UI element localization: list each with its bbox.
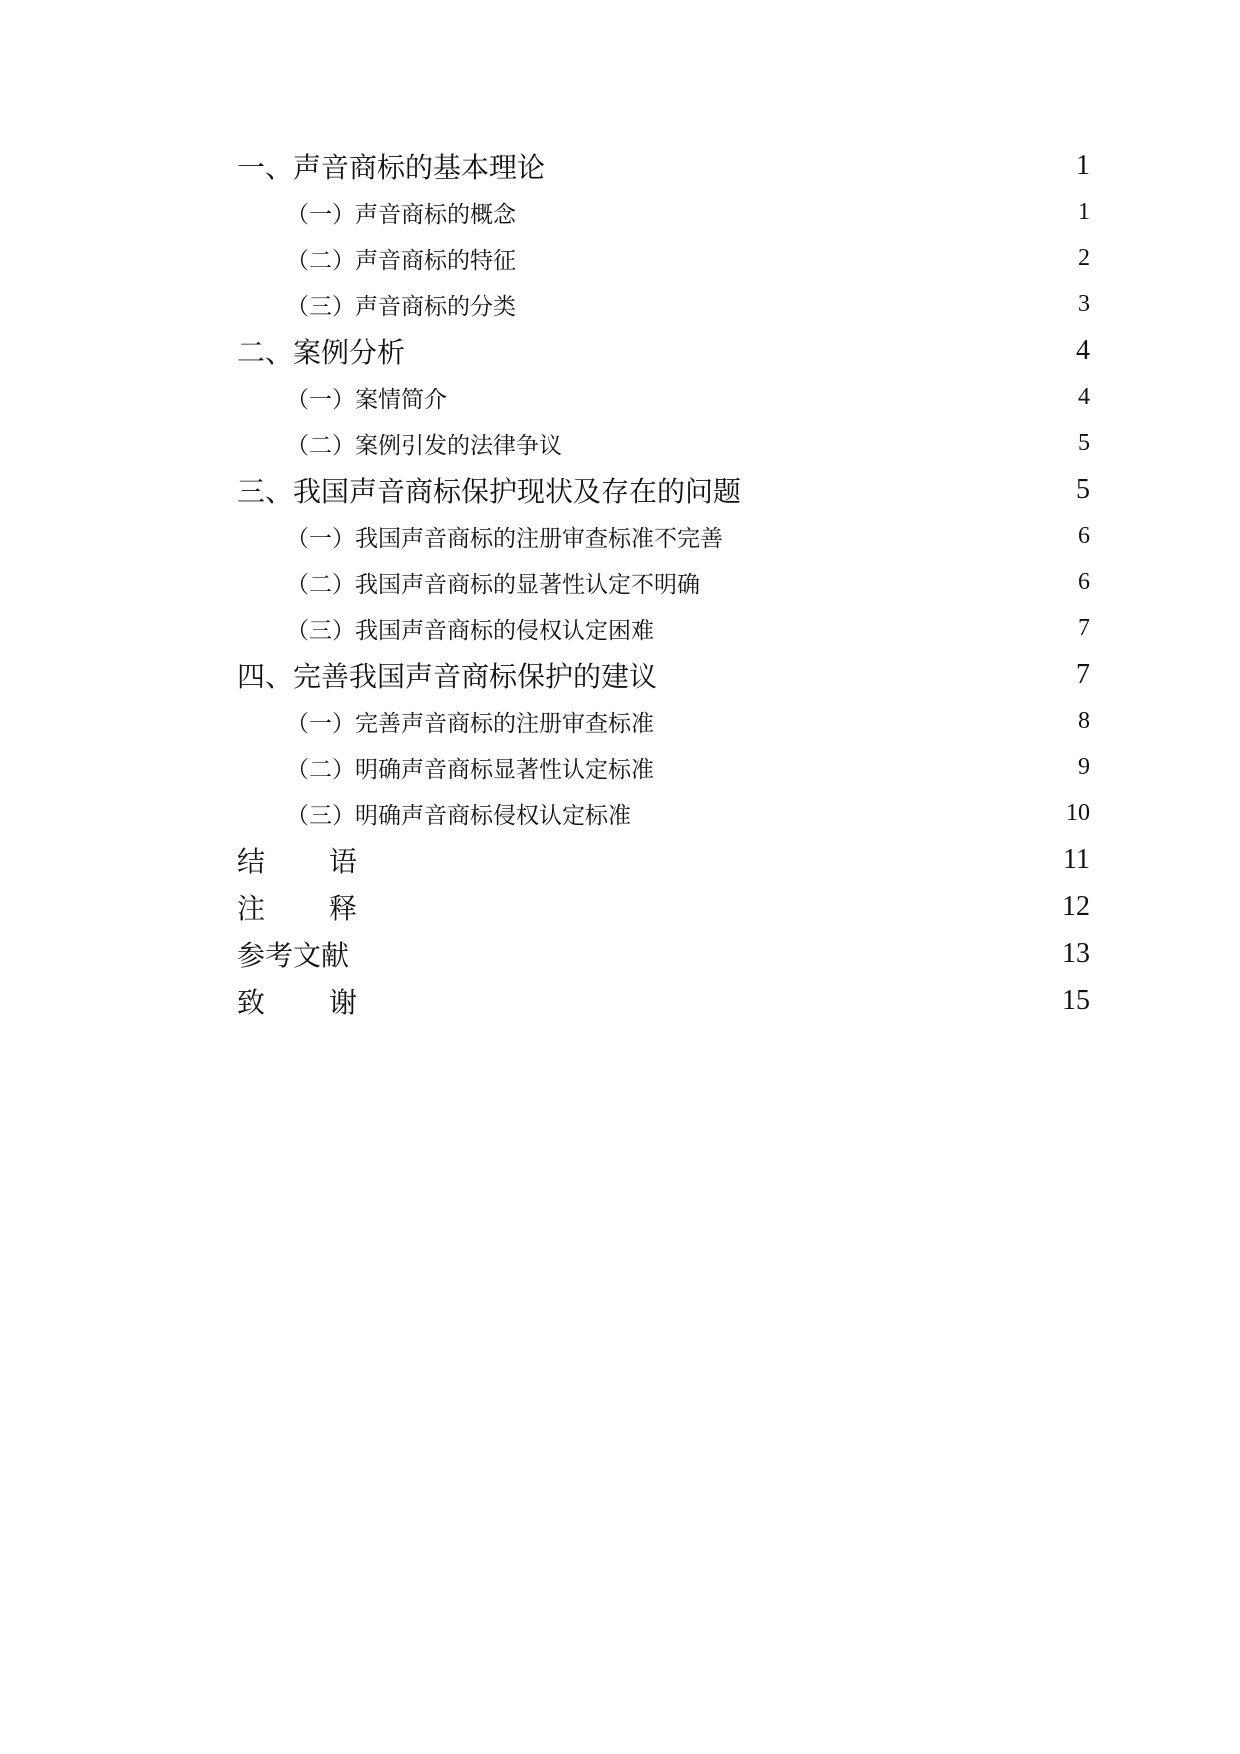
toc-entry-section[interactable] [237, 281, 1090, 327]
toc-entry-page: 10 [1066, 799, 1090, 826]
toc-entry-title: （三）明确声音商标侵权认定标准 [286, 802, 631, 829]
toc-entry-section[interactable] [237, 605, 1090, 651]
toc-entry-page: 15 [1062, 984, 1090, 1016]
toc-entry-chapter-3[interactable] [237, 466, 1090, 513]
toc-entry-section[interactable] [237, 790, 1090, 836]
toc-title-char: 注 [237, 891, 266, 925]
toc-entry-title: （二）案例引发的法律争议 [286, 432, 562, 459]
toc-entry-section[interactable] [237, 420, 1090, 466]
toc-entry-section[interactable] [237, 513, 1090, 559]
toc-entry-page: 7 [1078, 614, 1090, 641]
toc-entry-title: （三）声音商标的分类 [286, 293, 516, 320]
toc-entry-title: （二）我国声音商标的显著性认定不明确 [286, 571, 700, 598]
toc-title-char: 谢 [328, 985, 357, 1019]
toc-entry-page: 1 [1076, 149, 1090, 181]
table-of-contents [237, 142, 1090, 1024]
toc-title-char: 释 [328, 891, 357, 925]
toc-entry-acknowledgements[interactable] [237, 977, 1090, 1024]
toc-entry-section[interactable] [237, 744, 1090, 790]
toc-entry-references[interactable] [237, 930, 1090, 977]
toc-entry-title [237, 887, 357, 927]
toc-entry-title: 一、声音商标的基本理论 [237, 150, 546, 184]
toc-entry-title: 四、完善我国声音商标保护的建议 [237, 659, 658, 693]
toc-entry-title: （一）我国声音商标的注册审查标准不完善 [286, 525, 723, 552]
toc-entry-section[interactable] [237, 374, 1090, 420]
toc-entry-page: 12 [1062, 890, 1090, 922]
toc-title-char: 结 [237, 844, 266, 878]
toc-entry-title: 参考文献 [237, 938, 350, 972]
toc-entry-title: 二、案例分析 [237, 335, 406, 369]
toc-entry-page: 4 [1076, 334, 1090, 366]
toc-entry-page: 2 [1078, 244, 1090, 271]
toc-entry-section[interactable] [237, 235, 1090, 281]
toc-entry-page: 6 [1078, 522, 1090, 549]
toc-entry-page: 1 [1078, 198, 1090, 225]
toc-entry-page: 13 [1062, 937, 1090, 969]
toc-entry-page: 4 [1078, 383, 1090, 410]
toc-title-char: 致 [237, 985, 266, 1019]
toc-entry-chapter-4[interactable] [237, 651, 1090, 698]
toc-entry-page: 3 [1078, 290, 1090, 317]
toc-entry-title [237, 840, 357, 880]
toc-entry-title: 三、我国声音商标保护现状及存在的问题 [237, 474, 742, 508]
toc-entry-page: 5 [1076, 473, 1090, 505]
toc-entry-chapter-1[interactable] [237, 142, 1090, 189]
toc-entry-section[interactable] [237, 189, 1090, 235]
toc-entry-chapter-2[interactable] [237, 327, 1090, 374]
toc-entry-conclusion[interactable] [237, 836, 1090, 883]
toc-entry-page: 6 [1078, 568, 1090, 595]
toc-entry-page: 11 [1063, 843, 1090, 875]
toc-entry-title: （二）明确声音商标显著性认定标准 [286, 756, 654, 783]
toc-entry-page: 5 [1078, 429, 1090, 456]
toc-entry-title: （二）声音商标的特征 [286, 247, 516, 274]
toc-entry-title: （一）完善声音商标的注册审查标准 [286, 710, 654, 737]
toc-entry-notes[interactable] [237, 883, 1090, 930]
toc-entry-section[interactable] [237, 559, 1090, 605]
toc-entry-section[interactable] [237, 698, 1090, 744]
toc-entry-page: 9 [1078, 753, 1090, 780]
toc-entry-title: （三）我国声音商标的侵权认定困难 [286, 617, 654, 644]
toc-entry-title [237, 981, 357, 1021]
toc-entry-title: （一）声音商标的概念 [286, 201, 516, 228]
toc-entry-page: 8 [1078, 707, 1090, 734]
toc-entry-title: （一）案情简介 [286, 386, 447, 413]
toc-title-char: 语 [328, 844, 357, 878]
toc-entry-page: 7 [1076, 658, 1090, 690]
